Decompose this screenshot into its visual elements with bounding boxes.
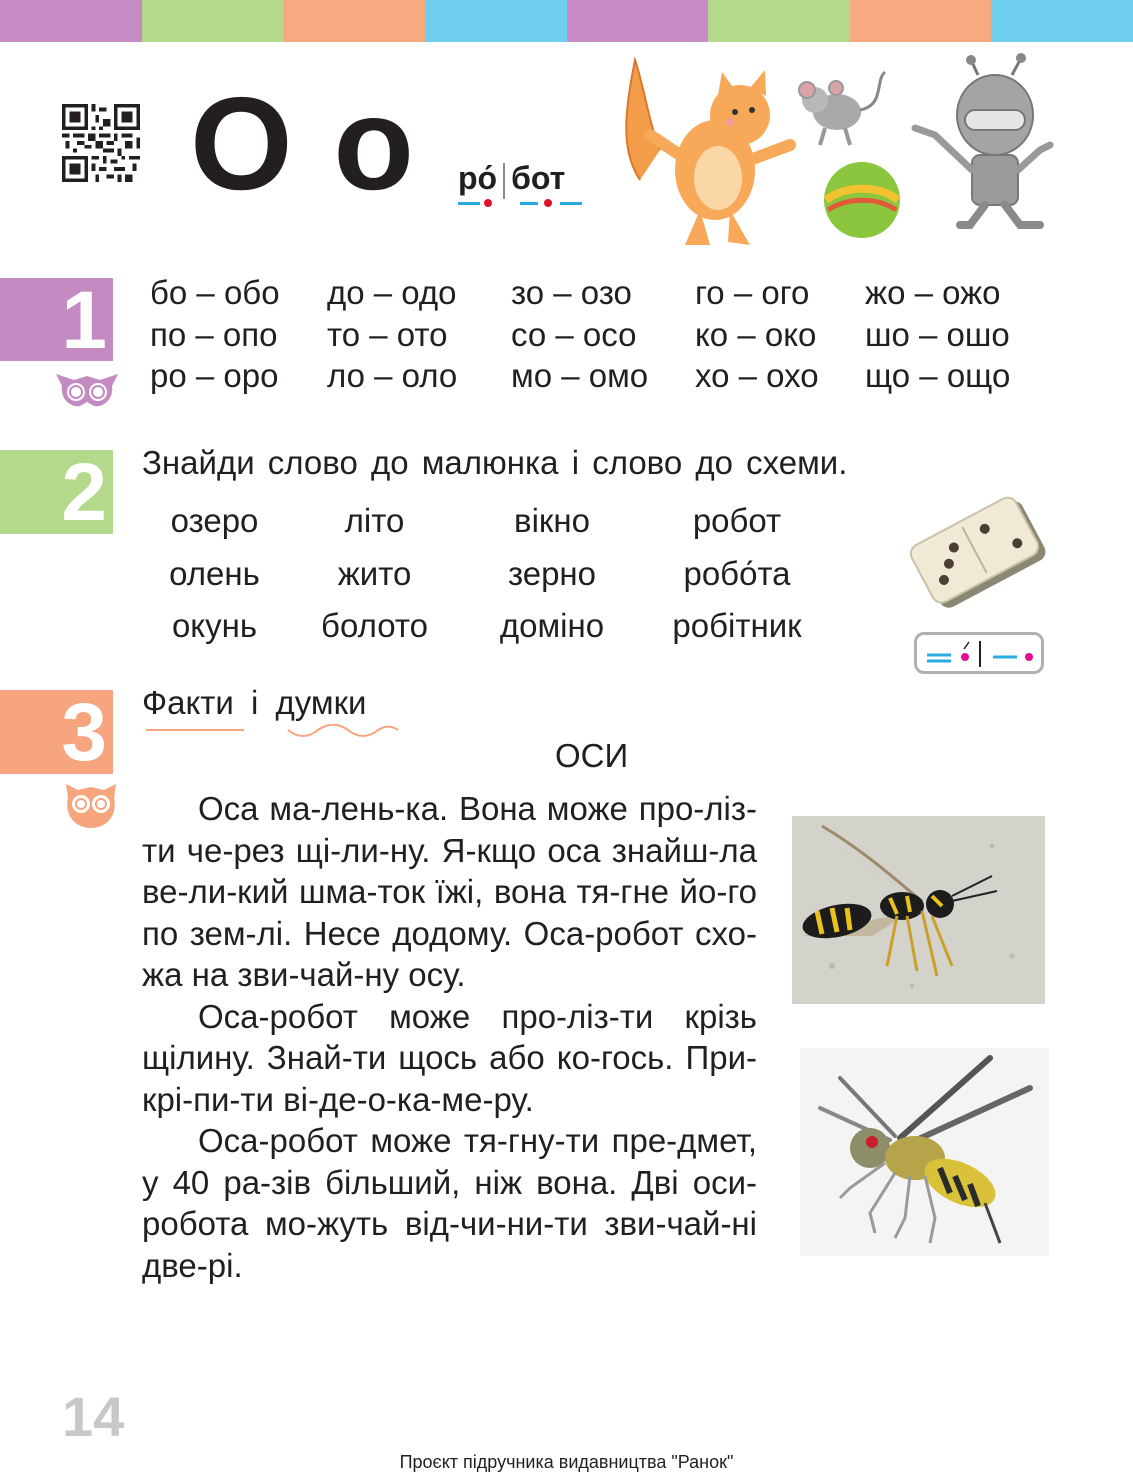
word-item: зерно <box>507 554 597 592</box>
syllable-row <box>150 272 1050 314</box>
syllable-divider <box>503 163 505 199</box>
syllable-pair: по – опо <box>150 315 278 353</box>
section-number-2: 2 <box>0 450 113 534</box>
section-number-1: 1 <box>0 278 113 361</box>
facts-label: Факти <box>142 684 234 721</box>
word-syllable-scheme <box>456 160 567 199</box>
thoughts-label: думки <box>275 684 367 721</box>
task-instruction: Знайди слово до малюнка і слово до схеми. <box>142 444 848 481</box>
word-row <box>142 600 862 653</box>
strip-segment <box>425 0 567 42</box>
word-item: жито <box>337 554 412 592</box>
domino-image <box>910 492 1050 617</box>
footer-note: Проєкт підручника видавництва "Ранок" <box>399 1452 734 1472</box>
syllable-row <box>150 355 1050 397</box>
word-item: робітник <box>672 607 802 644</box>
story-paragraph: Оса ма-лень-ка. Вона може про-ліз-ти че-рез щі-ли-ну. Я-кщо оса знайш-ла ве-ли-кий шма-ток їжі, вона тя-гне йо-го по зем-лі. Несе додому. Оса-робот схо-жа на зви-чай-ну осу. <box>142 790 757 993</box>
syllable-pair: до – одо <box>327 274 457 311</box>
word-row <box>142 548 862 601</box>
syllable-row <box>150 314 1050 356</box>
underline-marks <box>142 724 402 740</box>
syllable-pair: ро – оро <box>150 357 279 394</box>
story-paragraph: Оса-робот може тя-гну-ти пре-дмет, у 40 ра-зів більший, ніж вона. Дві оси-робота мо-жуть від-чи-ни-ти зви-чай-ні две-рі. <box>142 1122 757 1284</box>
top-color-strip <box>0 0 1133 42</box>
syllable-pair: го – ого <box>695 274 810 311</box>
task-heading <box>142 684 366 722</box>
sound-scheme-marks <box>456 196 586 210</box>
strip-segment <box>991 0 1133 42</box>
strip-segment <box>0 0 142 42</box>
robot-figure <box>915 53 1050 225</box>
word-item: болото <box>321 607 428 644</box>
syllable-pair: жо – ожо <box>865 274 1001 311</box>
word-item: літо <box>344 502 405 539</box>
owl-eyes-icon <box>62 780 120 830</box>
word-table <box>142 495 862 653</box>
syllable-pair: то – ото <box>327 315 448 353</box>
robot-wasp-photo <box>800 1048 1049 1256</box>
strip-segment <box>567 0 709 42</box>
story-paragraph: Оса-робот може про-ліз-ти крізь щілину. Знай-ти щось або ко-гось. При-крі-пи-ти ві-де-о-ка-ме-ру. <box>142 997 757 1118</box>
syllable-2: бот <box>511 160 566 196</box>
strip-segment <box>708 0 850 42</box>
syllable-pair: мо – омо <box>511 357 649 394</box>
word-item: вікно <box>514 502 590 539</box>
syllable-table <box>150 272 1050 397</box>
word-item: робот <box>692 502 782 539</box>
syllable-pair: ко – око <box>695 315 817 353</box>
cat-figure <box>626 60 790 245</box>
illustration-cat-mouse-robot <box>600 50 1060 250</box>
syllable-pair: ло – оло <box>327 357 458 394</box>
mouse-figure <box>799 72 885 145</box>
syllable-pair: зо – озо <box>511 274 632 311</box>
strip-segment <box>283 0 425 42</box>
word-item: озеро <box>170 502 259 539</box>
syllable-1: ро́ <box>458 160 498 196</box>
page-number: 14 <box>62 1385 125 1448</box>
word-item: робо́та <box>683 554 791 592</box>
strip-segment <box>850 0 992 42</box>
word-item: олень <box>169 554 260 592</box>
letter-heading: О о <box>190 70 416 217</box>
strip-segment <box>142 0 284 42</box>
syllable-pair: хо – охо <box>695 357 819 394</box>
syllable-pair: що – ощо <box>865 357 1011 394</box>
qr-code[interactable] <box>62 104 140 182</box>
syllable-pair: со – осо <box>511 315 637 353</box>
owl-eyes-icon <box>54 370 120 410</box>
word-item: доміно <box>499 607 605 644</box>
word-item: окунь <box>171 607 258 644</box>
text-title: ОСИ <box>555 737 629 774</box>
conjunction: і <box>250 684 259 721</box>
word-scheme-box <box>914 632 1044 674</box>
syllable-pair: шо – ошо <box>865 315 1010 353</box>
story-text <box>142 788 757 1286</box>
syllable-pair: бо – обо <box>150 274 280 311</box>
section-number-3: 3 <box>0 690 113 774</box>
wasp-photo <box>792 816 1045 1004</box>
word-row <box>142 495 862 548</box>
ball-figure <box>824 162 900 238</box>
